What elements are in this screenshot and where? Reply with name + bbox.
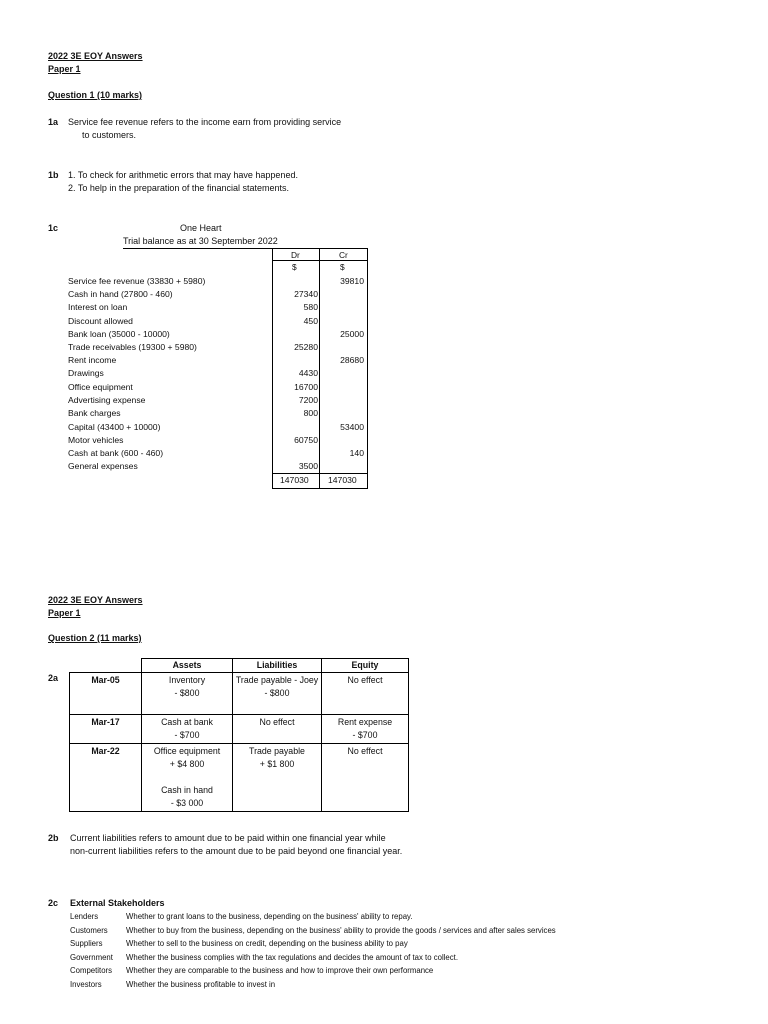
page-2-paper-label: Paper 1: [48, 608, 81, 618]
cell-line: Office equipment: [153, 746, 221, 756]
tb-row-label: Trade receivables (19300 + 5980): [68, 342, 197, 352]
list-item: [0, 980, 768, 992]
tb-row: [68, 448, 368, 461]
stakeholder-desc: Whether to sell to the business on credit, depending on the business ability to pay: [126, 939, 408, 948]
cell-line: Trade payable - Joey: [235, 675, 319, 685]
accounting-equation-table: [69, 658, 409, 812]
tb-dr-unit: $: [292, 262, 297, 272]
tb-row-cr: 28680: [340, 355, 364, 365]
q2b-label: 2b: [48, 833, 59, 843]
header-assets: Assets: [142, 659, 233, 673]
tb-row-cr: 140: [349, 448, 364, 458]
stakeholder-name: Competitors: [70, 966, 113, 975]
q1b-label: 1b: [48, 170, 59, 180]
tb-row: [68, 422, 368, 435]
stakeholder-name: Customers: [70, 926, 108, 935]
equity-cell: [322, 744, 409, 812]
list-item: [0, 912, 768, 924]
tb-row-dr: 3500: [298, 461, 318, 471]
assets-cell: [142, 744, 233, 812]
tb-row-label: Bank loan (35000 - 10000): [68, 329, 170, 339]
q2b-answer-line1: Current liabilities refers to amount due to be paid within one financial year while: [70, 833, 386, 843]
tb-row-label: Cash at bank (600 - 460): [68, 448, 164, 458]
tb-total-dr: 147030: [280, 475, 309, 485]
row-date: Mar-05: [70, 673, 142, 715]
tb-row: [68, 276, 368, 289]
tb-row-dr: 27340: [294, 289, 318, 299]
tb-row-dr: 25280: [294, 342, 318, 352]
tb-row-label: Rent income: [68, 355, 117, 365]
tb-row: [68, 408, 368, 421]
question-1-title: Question 1 (10 marks): [48, 90, 143, 100]
tb-header-divider: [272, 260, 367, 261]
tb-row-label: General expenses: [68, 461, 138, 471]
tb-row-label: Motor vehicles: [68, 435, 124, 445]
tb-title-underline: [123, 248, 280, 249]
tb-dr-header: Dr: [291, 250, 300, 260]
tb-row: [68, 302, 368, 315]
header-equity: Equity: [322, 659, 409, 673]
cell-line: - $3 000: [170, 798, 204, 808]
tb-row-label: Office equipment: [68, 382, 133, 392]
row-date: Mar-22: [70, 744, 142, 812]
tb-row: [68, 435, 368, 448]
cell-line: No effect: [347, 746, 383, 756]
stakeholder-desc: Whether the business complies with the tax regulations and decides the amount of tax to collect.: [126, 953, 458, 962]
table-row: [70, 715, 409, 744]
stakeholder-desc: Whether to grant loans to the business, depending on the business' ability to repay.: [126, 912, 413, 921]
table-corner: [70, 659, 142, 673]
tb-row-label: Interest on loan: [68, 302, 128, 312]
tb-row: [68, 382, 368, 395]
tb-row: [68, 368, 368, 381]
q1a-answer-line2: to customers.: [82, 130, 137, 140]
tb-row-dr: 580: [303, 302, 318, 312]
list-item: [0, 926, 768, 938]
equity-cell: [322, 673, 409, 715]
stakeholder-name: Lenders: [70, 912, 99, 921]
tb-row-label: Discount allowed: [68, 316, 133, 326]
list-item: [0, 966, 768, 978]
cell-line: Inventory: [168, 675, 206, 685]
cell-line: - $700: [174, 730, 200, 740]
tb-row-dr: 800: [303, 408, 318, 418]
question-2-title: Question 2 (11 marks): [48, 633, 142, 643]
list-item: [0, 939, 768, 951]
row-date: Mar-17: [70, 715, 142, 744]
q1b-answer-line1: 1. To check for arithmetic errors that may have happened.: [68, 170, 298, 180]
liabilities-cell: [233, 744, 322, 812]
tb-row: [68, 461, 368, 474]
q2b-answer-line2: non-current liabilities refers to the amount due to be paid beyond one financial year.: [70, 846, 403, 856]
tb-row-dr: 7200: [298, 395, 318, 405]
stakeholder-name: Suppliers: [70, 939, 103, 948]
tb-cr-unit: $: [340, 262, 345, 272]
q2c-title: External Stakeholders: [70, 898, 165, 908]
assets-cell: [142, 673, 233, 715]
paper-label: Paper 1: [48, 64, 81, 74]
cell-line: + $4 800: [169, 759, 205, 769]
equity-cell: [322, 715, 409, 744]
list-item: [0, 953, 768, 965]
tb-row-cr: 25000: [340, 329, 364, 339]
header-liabilities: Liabilities: [233, 659, 322, 673]
tb-row-label: Drawings: [68, 368, 104, 378]
tb-row: [68, 342, 368, 355]
liabilities-cell: [233, 673, 322, 715]
tb-row-label: Capital (43400 + 10000): [68, 422, 161, 432]
tb-row-dr: 450: [303, 316, 318, 326]
tb-row: [68, 395, 368, 408]
cell-line: - $800: [174, 688, 200, 698]
stakeholder-name: Investors: [70, 980, 102, 989]
tb-row-dr: 16700: [294, 382, 318, 392]
stakeholder-name: Government: [70, 953, 113, 962]
tb-row-dr: 4430: [298, 368, 318, 378]
stakeholder-desc: Whether the business profitable to invest in: [126, 980, 276, 989]
tb-title: Trial balance as at 30 September 2022: [123, 236, 278, 246]
tb-row: [68, 329, 368, 342]
tb-row-label: Service fee revenue (33830 + 5980): [68, 276, 206, 286]
q1c-label: 1c: [48, 223, 59, 233]
q1a-answer-line1: Service fee revenue refers to the income earn from providing service: [68, 117, 342, 127]
tb-company-name: One Heart: [180, 223, 222, 233]
stakeholder-desc: Whether they are comparable to the business and how to improve their own performance: [126, 966, 434, 975]
cell-line: + $1 800: [259, 759, 295, 769]
tb-row: [68, 355, 368, 368]
page-title: 2022 3E EOY Answers: [48, 51, 143, 61]
cell-line: - $800: [264, 688, 290, 698]
q2a-label: 2a: [48, 673, 59, 683]
tb-row-dr: 60750: [294, 435, 318, 445]
table-row: [70, 673, 409, 715]
cell-line: Trade payable: [249, 746, 305, 756]
page-2-title: 2022 3E EOY Answers: [48, 595, 143, 605]
table-row: [70, 744, 409, 812]
q1b-answer-line2: 2. To help in the preparation of the financial statements.: [68, 183, 289, 193]
stakeholder-desc: Whether to buy from the business, depending on the business' ability to provide the goods / services and after sales services: [126, 926, 556, 935]
cell-line: - $700: [352, 730, 378, 740]
tb-row-label: Bank charges: [68, 408, 121, 418]
q2c-label: 2c: [48, 898, 59, 908]
tb-row: [68, 289, 368, 302]
cell-line: No effect: [347, 675, 383, 685]
tb-cr-header: Cr: [339, 250, 348, 260]
tb-row: [68, 316, 368, 329]
assets-cell: [142, 715, 233, 744]
tb-row-label: Cash in hand (27800 - 460): [68, 289, 173, 299]
cell-spacer: [144, 771, 230, 784]
tb-row-label: Advertising expense: [68, 395, 146, 405]
q1a-label: 1a: [48, 117, 59, 127]
tb-total-cr: 147030: [328, 475, 357, 485]
tb-row-cr: 53400: [340, 422, 364, 432]
cell-line: Rent expense: [337, 717, 393, 727]
liabilities-cell: [233, 715, 322, 744]
cell-line: No effect: [259, 717, 295, 727]
cell-line: Cash in hand: [161, 785, 213, 795]
cell-line: Cash at bank: [161, 717, 213, 727]
tb-row-cr: 39810: [340, 276, 364, 286]
